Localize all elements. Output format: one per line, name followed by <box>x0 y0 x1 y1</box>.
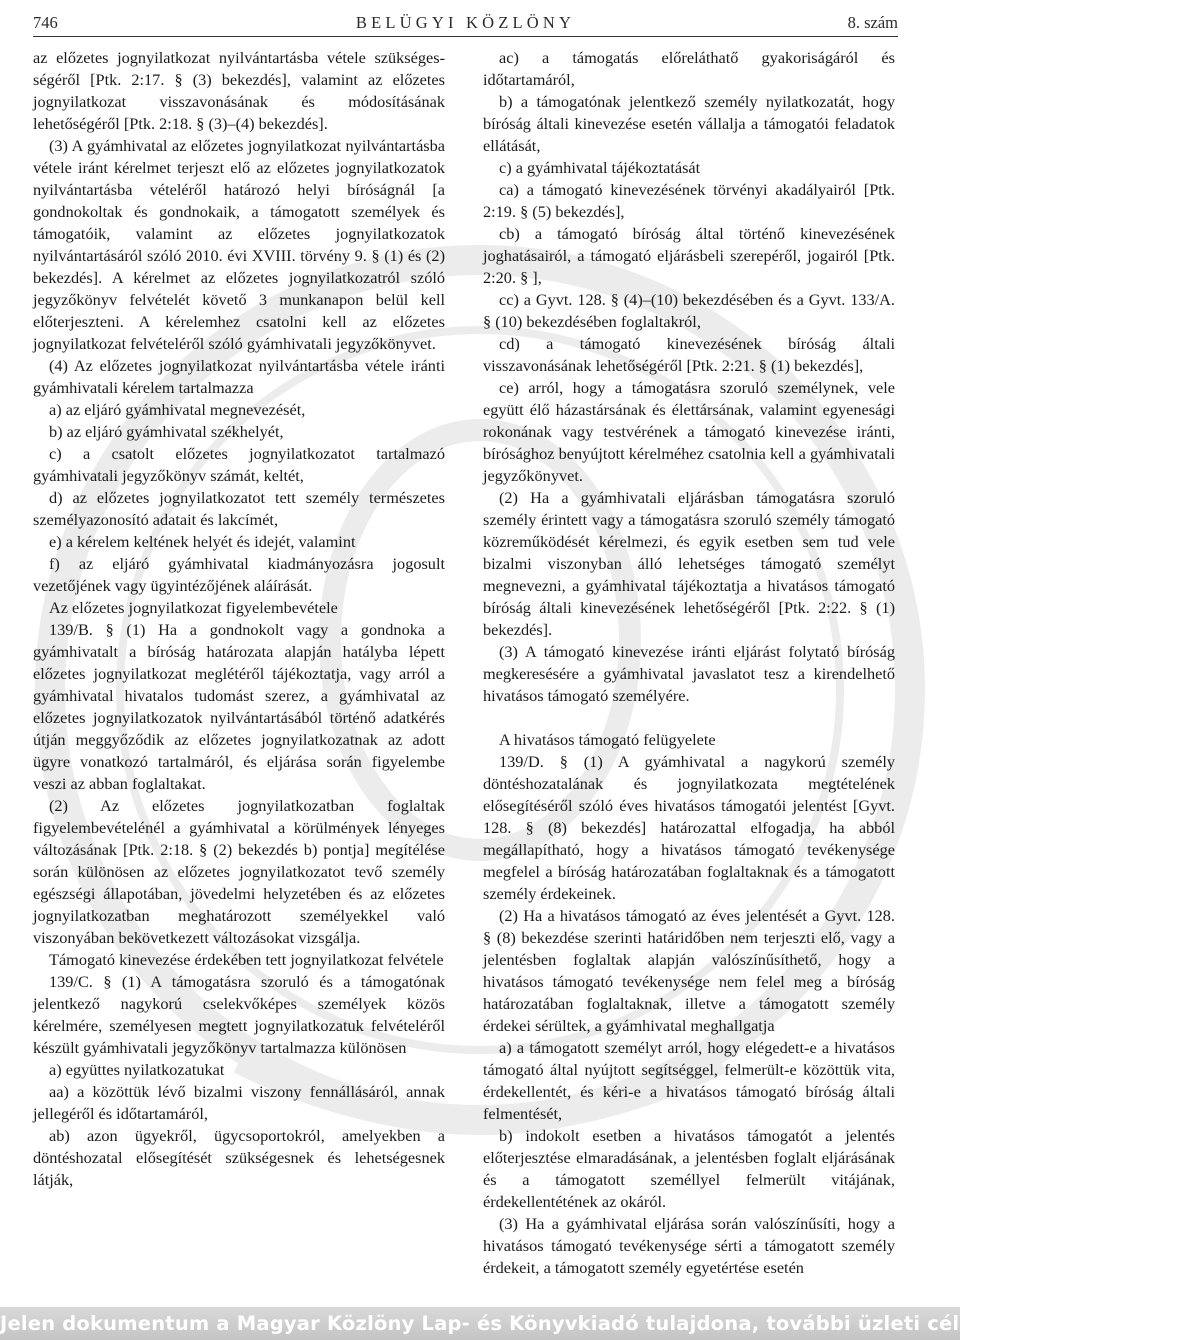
list-item: b) indokolt esetben a hivatásos támogatót a jelentés előterjesztése elmaradásának, a jelentésben foglalt eljárásának és a támogatott személlyel felmerült vitájának, érdekellentétének az okáról. <box>483 1126 895 1211</box>
copyright-banner: Jelen dokumentum a Magyar Közlöny Lap- és Könyvkiadó tulajdona, további üzleti célú felhasználása tilos! <box>0 1307 960 1340</box>
right-column <box>483 47 895 1279</box>
left-column <box>33 47 445 1191</box>
issue-number: 8. szám <box>847 13 898 32</box>
paragraph: (3) A gyámhivatal az előzetes jognyilatkozat nyilvántartásba vétele iránt kérelmet terjeszt elő az előzetes jognyilatkozatok nyilvántartásba vételéről határozó helyi bíróságnál [a gondnokoltak és gondnokaik, a támogatott személyek és támogatóik, valamint az előzetes jognyilatkozatok nyilvántartásáról szóló 2010. évi XVIII. törvény 9. § (1) és (2) bekezdés]. A kérelmet az előzetes jognyilatkozatról szóló jegyzőkönyv felvételét követő 3 munkanapon belül kell előterjeszteni. A kérelemhez csatolni kell az előzetes jognyilatkozat felvételéről szóló gyámhivatali jegyzőkönyvet. <box>33 136 445 353</box>
list-item: cc) a Gyvt. 128. § (4)–(10) bekezdésében és a Gyvt. 133/A. § (10) bekezdésében foglaltakról, <box>483 290 895 331</box>
list-item: ca) a támogató kinevezésének törvényi akadályairól [Ptk. 2:19. § (5) bekezdés], <box>483 180 895 221</box>
list-item: c) a gyámhivatal tájékoztatását <box>499 158 701 177</box>
list-item: cb) a támogató bíróság által történő kinevezésének joghatásairól, a támogató eljárásbeli szerepéről, jogairól [Ptk. 2:20. § ], <box>483 224 895 287</box>
list-item: e) a kérelem keltének helyét és idejét, valamint <box>49 532 356 551</box>
list-item: a) az eljáró gyámhivatal megnevezését, <box>49 400 306 419</box>
list-item: cd) a támogató kinevezésének bíróság általi visszavonásának lehetőségéről [Ptk. 2:21. § (1) bekezdés], <box>483 334 895 375</box>
list-item: ce) arról, hogy a támogatásra szoruló személynek, vele együtt élő házastársának és élettársának, valamint egyenesági rokonának vagy testvérének a támogató kinevezése iránti, bírósághoz benyújtott kérelméhez csatolnia kell a gyámhivatali jegyzőkönyvet. <box>483 378 895 485</box>
paragraph: (3) A támogató kinevezése iránti eljárást folytató bíróság megkeresésére a gyámhivatal javaslatot tesz a kirendelhető hivatásos támogató személyére. <box>483 642 895 705</box>
page-header <box>33 10 898 37</box>
section-heading: Támogató kinevezése érdekében tett jognyilatkozat felvétele <box>49 950 444 969</box>
paragraph: 139/D. § (1) A gyámhivatal a nagykorú személy döntéshozatalának és jognyilatkozata megtételének elősegítéséről szóló éves hivatásos támogatói jelentést [Gyvt. 128. § (8) bekezdés] határozattal elfogadja, ha abból megállapítható, hogy a hivatásos támogató tevékenysége megfelel a bíróság határozatában foglaltaknak és a támogatott személy érdekeinek. <box>483 752 895 903</box>
list-item: ab) azon ügyekről, ügycsoportokról, amelyekben a döntéshozatal elősegítését szükségesnek és lehetségesnek látják, <box>33 1126 445 1189</box>
list-item: c) a csatolt előzetes jognyilatkozatot tartalmazó gyámhivatali jegyzőkönyv számát, keltét, <box>33 444 445 485</box>
paragraph: az előzetes jognyilatkozat nyilvántartásba vétele szükséges- ségéről [Ptk. 2:17. § (3) bekezdés], valamint az előzetes jognyilatkozat visszavonásának és módosításának lehetőségéről [Ptk. 2:18. § (3)–(4) bekezdés]. <box>33 48 445 133</box>
list-item: b) az eljáró gyámhivatal székhelyét, <box>49 422 284 441</box>
list-item: a) együttes nyilatkozatukat <box>49 1060 225 1079</box>
paragraph: (4) Az előzetes jognyilatkozat nyilvántartásba vétele iránti gyámhivatali kérelem tartalmazza <box>33 356 445 397</box>
paragraph: 139/B. § (1) Ha a gondnokolt vagy a gondnoka a gyámhivatalt a bíróság határozata alapján hatályba lépett előzetes jognyilatkozat meglétéről tájékoztatja, vagy arról a gyámhivatal hivatalos tudomást szerez, a gyámhivatal az előzetes jognyilatkozatok nyilvántartásából történő adatkérés útján meggyőződik az előzetes jognyilatkozatnak az adott ügyre vonatkozó tartalmáról, és eljárása során figyelembe veszi az abban foglaltakat. <box>33 620 445 793</box>
section-heading: Az előzetes jognyilatkozat figyelembevétele <box>49 598 338 617</box>
paragraph: (2) Az előzetes jognyilatkozatban foglaltak figyelembevételénél a gyámhivatal a körülmények lényeges változásának [Ptk. 2:18. § (2) bekezdés b) pontja] megítélése során különösen az előzetes jognyilatkozatot tevő személy egészségi állapotában, jövedelmi helyzetében és az előzetes jognyilatkozatban meghatározott személyekkel való viszonyában bekövetkezett változásokat vizsgálja. <box>33 796 445 947</box>
journal-title: BELÜGYI KÖZLÖNY <box>355 13 576 32</box>
list-item: ac) a támogatás előreláthatő gyakoriságáról és időtartamáról, <box>483 48 895 89</box>
list-item: d) az előzetes jognyilatkozatot tett személy természetes személyazonosító adatait és lakcímét, <box>33 488 445 529</box>
page-number: 746 <box>33 13 58 32</box>
list-item: f) az eljáró gyámhivatal kiadmányozásra jogosult vezetőjének vagy ügyintézőjének aláírását. <box>33 554 445 595</box>
paragraph: (3) Ha a gyámhivatal eljárása során valószínűsíti, hogy a hivatásos támogató tevékenysége sérti a támogatott személy érdekeit, a támogatott személy egyetértése esetén <box>483 1214 895 1277</box>
list-item: a) a támogatott személyt arról, hogy elégedett-e a hivatásos támogató által nyújtott segítséggel, felmerült-e közöttük vita, érdekellentét, és kéri-e a hivatásos támogató bíróság általi felmentését, <box>483 1038 895 1123</box>
list-item: b) a támogatónak jelentkező személy nyilatkozatát, hogy bíróság általi kinevezése esetén vállalja a támogatói feladatok ellátását, <box>483 92 895 155</box>
paragraph: (2) Ha a hivatásos támogató az éves jelentését a Gyvt. 128. § (8) bekezdése szerinti határidőben nem terjeszti elő, vagy a jelentésben foglaltak alapján valószínűsíthető, hogy a hivatásos támogató tevékenysége nem felel meg a bíróság határozatában foglaltaknak, illetve a támogatott személy érdekei sérültek, a gyámhivatal meghallgatja <box>483 906 895 1035</box>
paragraph: (2) Ha a gyámhivatali eljárásban támogatásra szoruló személy érintett vagy a támogatásra szoruló személy támogató közreműködését kérelmezi, és egyik esetben sem tud vele bizalmi viszonyban álló lehetséges támogató személyt megnevezni, a gyámhivatal tájékoztatja a hivatásos támogató bíróság általi kinevezésének lehetőségéről [Ptk. 2:22. § (1) bekezdés]. <box>483 488 895 639</box>
paragraph: 139/C. § (1) A támogatásra szoruló és a támogatónak jelentkező nagykorú cselekvőképes személyek közös kérelmére, személyesen megtett jognyilatkozatuk felvételéről készült gyámhivatali jegyzőkönyv tartalmazza különösen <box>33 972 445 1057</box>
list-item: aa) a közöttük lévő bizalmi viszony fennállásáról, annak jellegéről és időtartamáról, <box>33 1082 445 1123</box>
section-heading: A hivatásos támogató felügyelete <box>499 730 716 749</box>
